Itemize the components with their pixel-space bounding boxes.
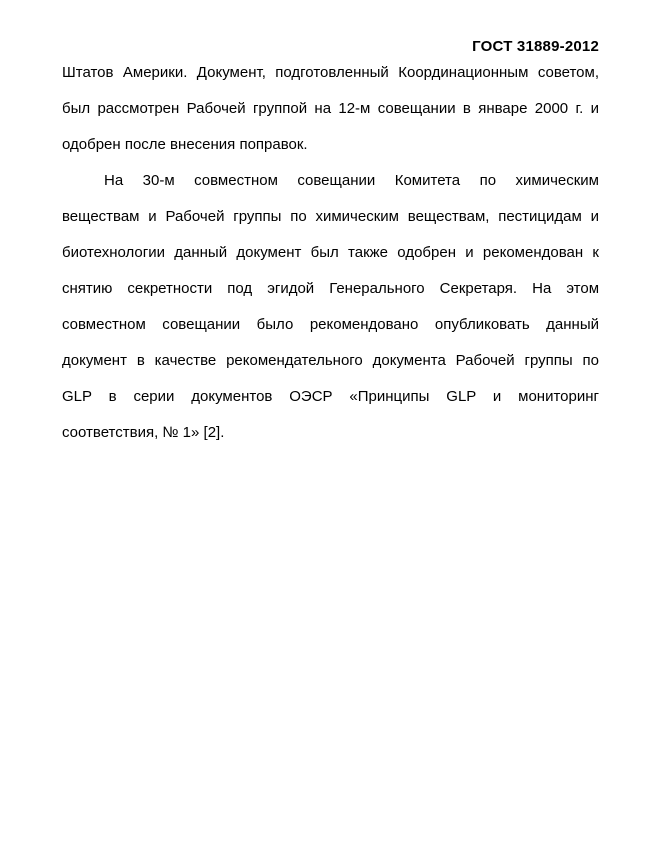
text-line: был рассмотрен Рабочей группой на 12-м совещании в январе 2000 г. и	[62, 100, 599, 117]
text-line: снятию секретности под эгидой Генерального Секретаря. На этом	[62, 280, 599, 297]
text-line: биотехнологии данный документ был также одобрен и рекомендован к	[62, 244, 599, 261]
standard-code: ГОСТ 31889-2012	[472, 38, 599, 55]
text-line: одобрен после внесения поправок.	[62, 136, 308, 153]
text-line: совместном совещании было рекомендовано опубликовать данный	[62, 316, 599, 333]
text-line: соответствия, № 1» [2].	[62, 424, 225, 441]
text-line: документ в качестве рекомендательного документа Рабочей группы по	[62, 352, 599, 369]
document-body	[62, 60, 599, 456]
text-line: Штатов Америки. Документ, подготовленный Координационным советом,	[62, 64, 599, 81]
text-line: На 30-м совместном совещании Комитета по химическим	[104, 172, 599, 189]
text-line: веществам и Рабочей группы по химическим веществам, пестицидам и	[62, 208, 599, 225]
text-line: GLP в серии документов ОЭСР «Принципы GLP и мониторинг	[62, 388, 599, 405]
